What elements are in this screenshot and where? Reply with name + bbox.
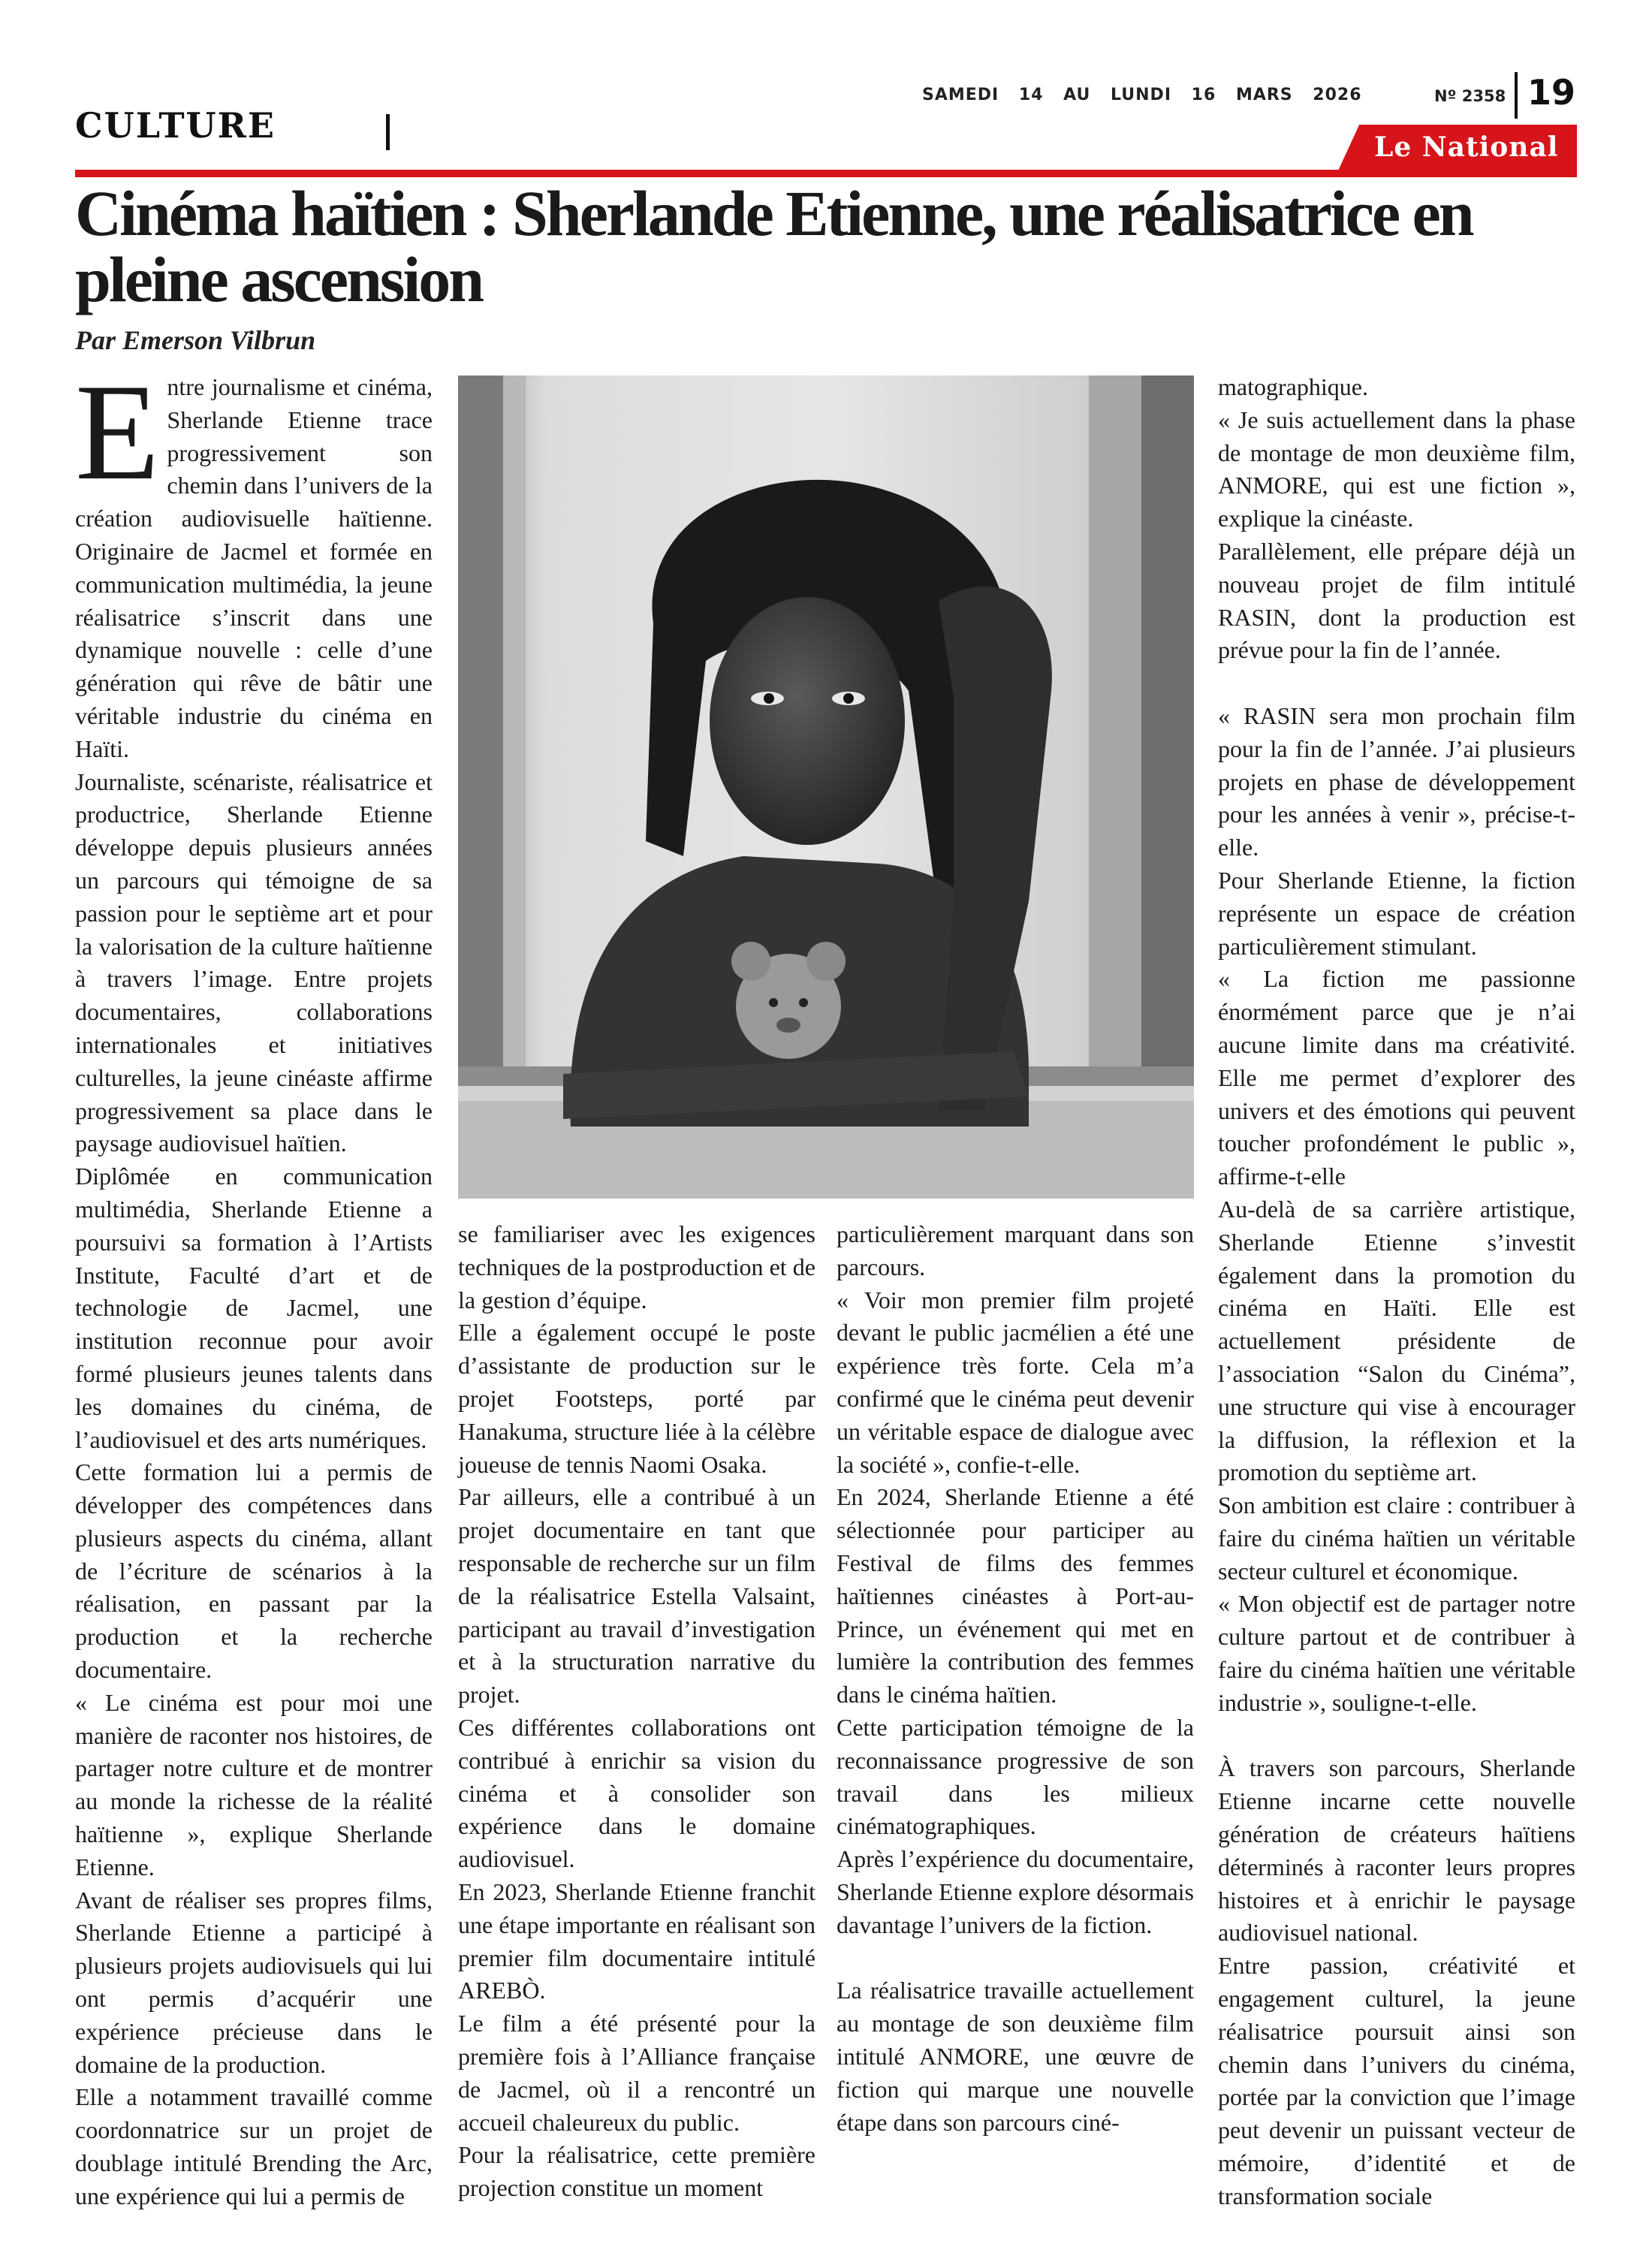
article-paragraph	[75, 355, 433, 766]
article-paragraph: « RASIN sera mon prochain film pour la fin de l’année. J’ai plusieurs projets en phase de développement pour les années à venir », précise-t-elle.	[1218, 701, 1575, 861]
article-paragraph: se familiariser avec les exigences techniques de la postproduction et de la gestion d’équipe.	[458, 1220, 815, 1313]
article-paragraph: Elle a également occupé le poste d’assistante de production sur le projet Footsteps, porté par Hanakuma, structure liée à la célèbre joueuse de tennis Naomi Osaka.	[458, 1319, 815, 1478]
article-paragraph: Après l’expérience du documentaire, Sherlande Etienne explore désormais davantage l’univers de la fiction.	[837, 1845, 1194, 1938]
article-headline: Cinéma haïtien : Sherlande Etienne, une réalisatrice en pleine ascension	[75, 177, 1473, 315]
article-paragraph: particulièrement marquant dans son parcours.	[837, 1220, 1194, 1280]
article-paragraph: Elle a notamment travaillé comme coordonnatrice sur un projet de doublage intitulé Brending the Arc, une expérience qui lui a permis de	[75, 2083, 433, 2209]
article-paragraph: Cette participation témoigne de la reconnaissance progressive de son travail dans les milieux cinématographiques.	[837, 1713, 1194, 1840]
section-label: CULTURE	[75, 105, 276, 146]
page-number-divider	[1515, 72, 1518, 119]
article-paragraph: « La fiction me passionne énormément parce que je n’ai aucune limite dans ma créativité. Elle me permet d’explorer des univers et des émotions qui peuvent toucher profondément le public », affirme-t-elle	[1218, 965, 1575, 1190]
article-paragraph: « Je suis actuellement dans la phase de montage de mon deuxième film, ANMORE, qui est une fiction », explique la cinéaste.	[1218, 406, 1575, 532]
article-paragraph: matographique.	[1218, 373, 1368, 400]
article-paragraph: Diplômée en communication multimédia, Sherlande Etienne a poursuivi sa formation à l’Artists Institute, Faculté d’art et de technologie de Jacmel, une institution reconnue pour avoir formé plusieurs jeunes talents dans les domaines du cinéma, de l’audiovisuel et des arts numériques.	[75, 1163, 433, 1453]
section-divider	[386, 114, 390, 150]
article-paragraph: Parallèlement, elle prépare déjà un nouveau projet de film intitulé RASIN, dont la production est prévue pour la fin de l’année.	[1218, 537, 1575, 664]
article-paragraph: Par ailleurs, elle a contribué à un projet documentaire en tant que responsable de recherche sur un film de la réalisatrice Estella Valsaint, participant au travail d’investigation et à la structuration narrative du projet.	[458, 1483, 815, 1709]
article-paragraph: La réalisatrice travaille actuellement au montage de son deuxième film intitulé ANMORE, une œuvre de fiction qui marque une nouvelle étape dans son parcours ciné-	[837, 1977, 1194, 2136]
article-paragraph: Son ambition est claire : contribuer à faire du cinéma haïtien un véritable secteur culturel et économique.	[1218, 1491, 1575, 1585]
article-paragraph: Le film a été présenté pour la première fois à l’Alliance française de Jacmel, où il a rencontré un accueil chaleureux du public.	[458, 2010, 815, 2136]
paragraph-text: ntre journalisme et cinéma, Sherlande Etienne trace progressivement son chemin dans l’univers de la création audiovisuelle haïtienne. Originaire de Jacmel et formée en communication multimédia, la jeune réalisatrice s’inscrit dans une dynamique nouvelle : celle d’une génération qui rêve de bâtir une véritable industrie du cinéma en Haïti.	[75, 373, 433, 762]
article-paragraph: Pour la réalisatrice, cette première projection constitue un moment	[458, 2141, 815, 2202]
article-paragraph: Avant de réaliser ses propres films, Sherlande Etienne a participé à plusieurs projets audiovisuels qui lui ont permis d’acquérir une expérience précieuse dans le domaine de la production.	[75, 1886, 433, 2078]
article-paragraph: En 2023, Sherlande Etienne franchit une étape importante en réalisant son premier film documentaire intitulé AREBÒ.	[458, 1878, 815, 2004]
article-paragraph: Entre passion, créativité et engagement culturel, la jeune réalisatrice poursuit ainsi son chemin dans l’univers du cinéma, portée par la conviction que l’image peut devenir un puissant vecteur de mémoire, d’identité et de transformation sociale	[1218, 1952, 1575, 2209]
article-paragraph: Au-delà de sa carrière artistique, Sherlande Etienne s’investit également dans la promotion du cinéma en Haïti. Elle est actuellement présidente de l’association “Salon du Cinéma”, une structure qui vise à encourager la diffusion, la réflexion et la promotion du septième art.	[1218, 1195, 1575, 1486]
article-column-2	[458, 1218, 815, 2205]
article-paragraph: Ces différentes collaborations ont contribué à enrichir sa vision du cinéma et à consolider son expérience dans le domaine audiovisuel.	[458, 1713, 815, 1873]
page-number: 19	[1527, 72, 1576, 113]
article-column-1	[75, 355, 433, 2213]
article-column-4	[1218, 371, 1575, 2213]
article-paragraph: Cette formation lui a permis de développer des compétences dans plusieurs aspects du cinéma, allant de l’écriture de scénarios à la réalisation, en passant par la production et la recherche documentaire.	[75, 1458, 433, 1684]
article-byline: Par Emerson Vilbrun	[75, 325, 316, 355]
brand-name: Le National	[1374, 131, 1559, 163]
drop-cap: E	[75, 355, 160, 508]
issue-number: Nº 2358	[1434, 87, 1506, 105]
article-paragraph: En 2024, Sherlande Etienne a été sélectionnée pour participer au Festival de films des femmes haïtiennes cinéastes à Port-au-Prince, un événement qui met en lumière la contribution des femmes dans le cinéma haïtien.	[837, 1483, 1194, 1709]
portrait-photo	[458, 376, 1194, 1199]
article-column-3	[837, 1218, 1194, 2139]
article-paragraph: « Voir mon premier film projeté devant le public jacmélien a été une expérience très forte. Cela m’a confirmé que le cinéma peut devenir un véritable espace de dialogue avec la société », confie-t-elle.	[837, 1286, 1194, 1478]
article-paragraph: Pour Sherlande Etienne, la fiction représente un espace de création particulièrement stimulant.	[1218, 866, 1575, 960]
edition-date: SAMEDI 14 AU LUNDI 16 MARS 2026	[922, 86, 1362, 104]
portrait-photo-icon	[458, 376, 1194, 1199]
article-paragraph: « Mon objectif est de partager notre culture partout et de contribuer à faire du cinéma haïtien une véritable industrie », souligne-t-elle.	[1218, 1590, 1575, 1716]
article-paragraph: Journaliste, scénariste, réalisatrice et productrice, Sherlande Etienne développe depuis plusieurs années un parcours qui témoigne de sa passion pour le septième art et pour la valorisation de la culture haïtienne à travers l’image. Entre projets documentaires, collaborations internationales et initiatives culturelles, la jeune cinéaste affirme progressivement sa place dans le paysage audiovisuel haïtien.	[75, 768, 433, 1157]
article-paragraph: À travers son parcours, Sherlande Etienne incarne cette nouvelle génération de créateurs haïtiens déterminés à raconter leurs propres histoires et à enrichir le paysage audiovisuel national.	[1218, 1754, 1575, 1947]
article-paragraph: « Le cinéma est pour moi une manière de raconter nos histoires, de partager notre culture et de montrer au monde la richesse de la réalité haïtienne », explique Sherlande Etienne.	[75, 1688, 433, 1881]
